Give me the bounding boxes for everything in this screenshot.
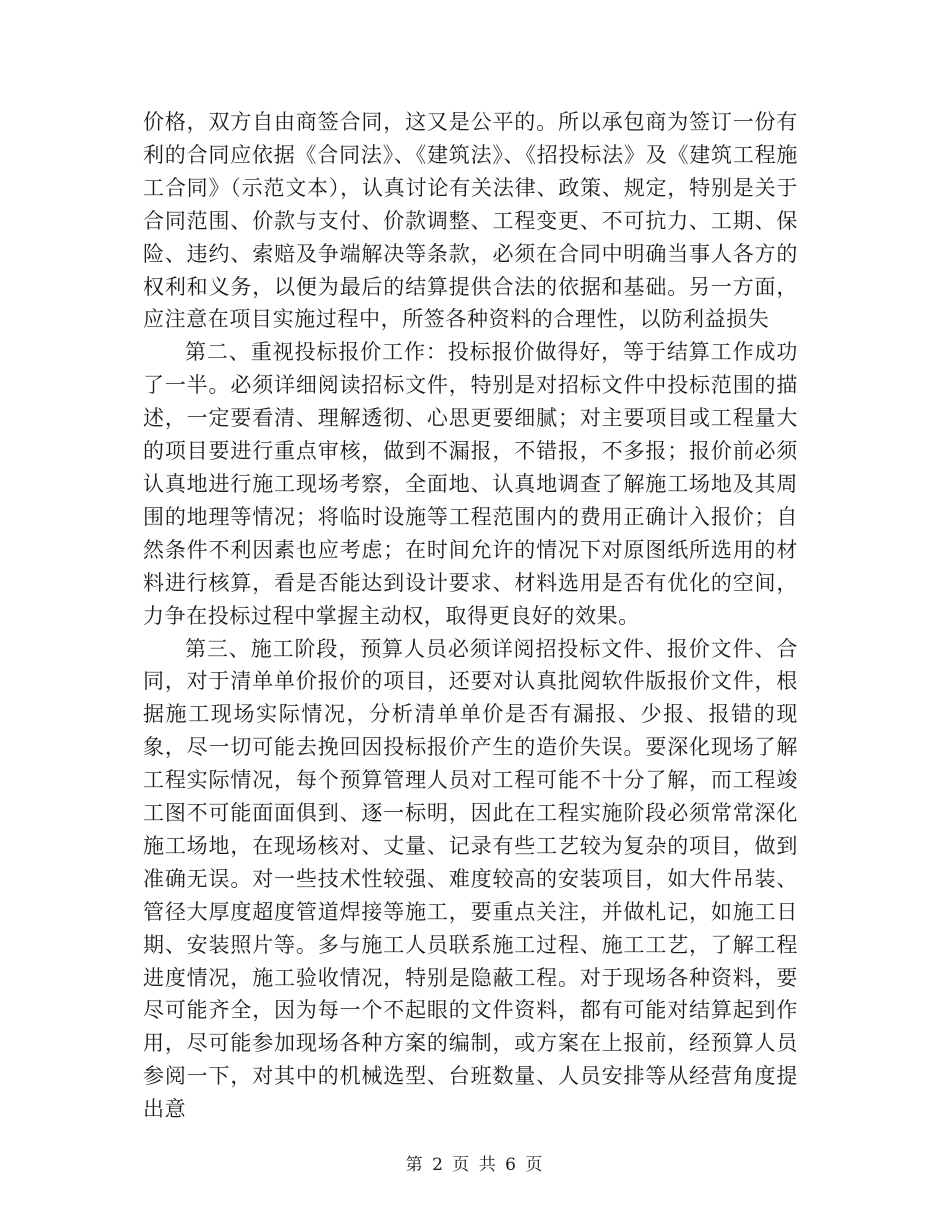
paragraph-2: 第二、重视投标报价工作：投标报价做得好，等于结算工作成功了一半。必须详细阅读招标文件，特别是对招标文件中投标范围的描述，一定要看清、理解透彻、心思更要细腻；对主要项目或工程量大的项目要进行重点审核，做到不漏报，不错报，不多报；报价前必须认真地进行施工现场考察，全面地、认真地调查了解施工场地及其周围的地理等情况；将临时设施等工程范围内的费用正确计入报价；自然条件不利因素也应考虑；在时间允许的情况下对原图纸所选用的材料进行核算，看是否能达到设计要求、材料选用是否有优化的空间，力争在投标过程中掌握主动权，取得更良好的效果。 [143,340,798,628]
paragraph-3: 第三、施工阶段，预算人员必须详阅招投标文件、报价文件、合同，对于清单单价报价的项目，还要对认真批阅软件版报价文件，根据施工现场实际情况，分析清单单价是否有漏报、少报、报错的现象，尽一切可能去挽回因投标报价产生的造价失误。要深化现场了解工程实际情况，每个预算管理人员对工程可能不十分了解，而工程竣工图不可能面面俱到、逐一标明，因此在工程实施阶段必须常常深化施工场地，在现场核对、丈量、记录有些工艺较为复杂的项目，做到准确无误。对一些技术性较强、难度较高的安装项目，如大件吊装、管径大厚度超度管道焊接等施工，要重点关注，并做札记，如施工日期、安装照片等。多与施工人员联系施工过程、施工工艺，了解工程进度情况，施工验收情况，特别是隐蔽工程。对于现场各种资料，要尽可能齐全，因为每一个不起眼的文件资料，都有可能对结算起到作用，尽可能参加现场各种方案的编制，或方案在上报前，经预算人员参阅一下，对其中的机械选型、台班数量、人员安排等从经营角度提出意 [143,636,798,1122]
document-body [143,106,798,1126]
page-number-footer: 第 2 页 共 6 页 [405,1155,545,1175]
paragraph-1: 价格，双方自由商签合同，这又是公平的。所以承包商为签订一份有利的合同应依据《合同法》、《建筑法》、《招投标法》及《建筑工程施工合同》（示范文本），认真讨论有关法律、政策、规定，特别是关于合同范围、价款与支付、价款调整、工程变更、不可抗力、工期、保险、违约、索赔及争端解决等条款，必须在合同中明确当事人各方的权利和义务，以便为最后的结算提供合法的依据和基础。另一方面，应注意在项目实施过程中，所签各种资料的合理性，以防利益损失 [143,110,798,332]
